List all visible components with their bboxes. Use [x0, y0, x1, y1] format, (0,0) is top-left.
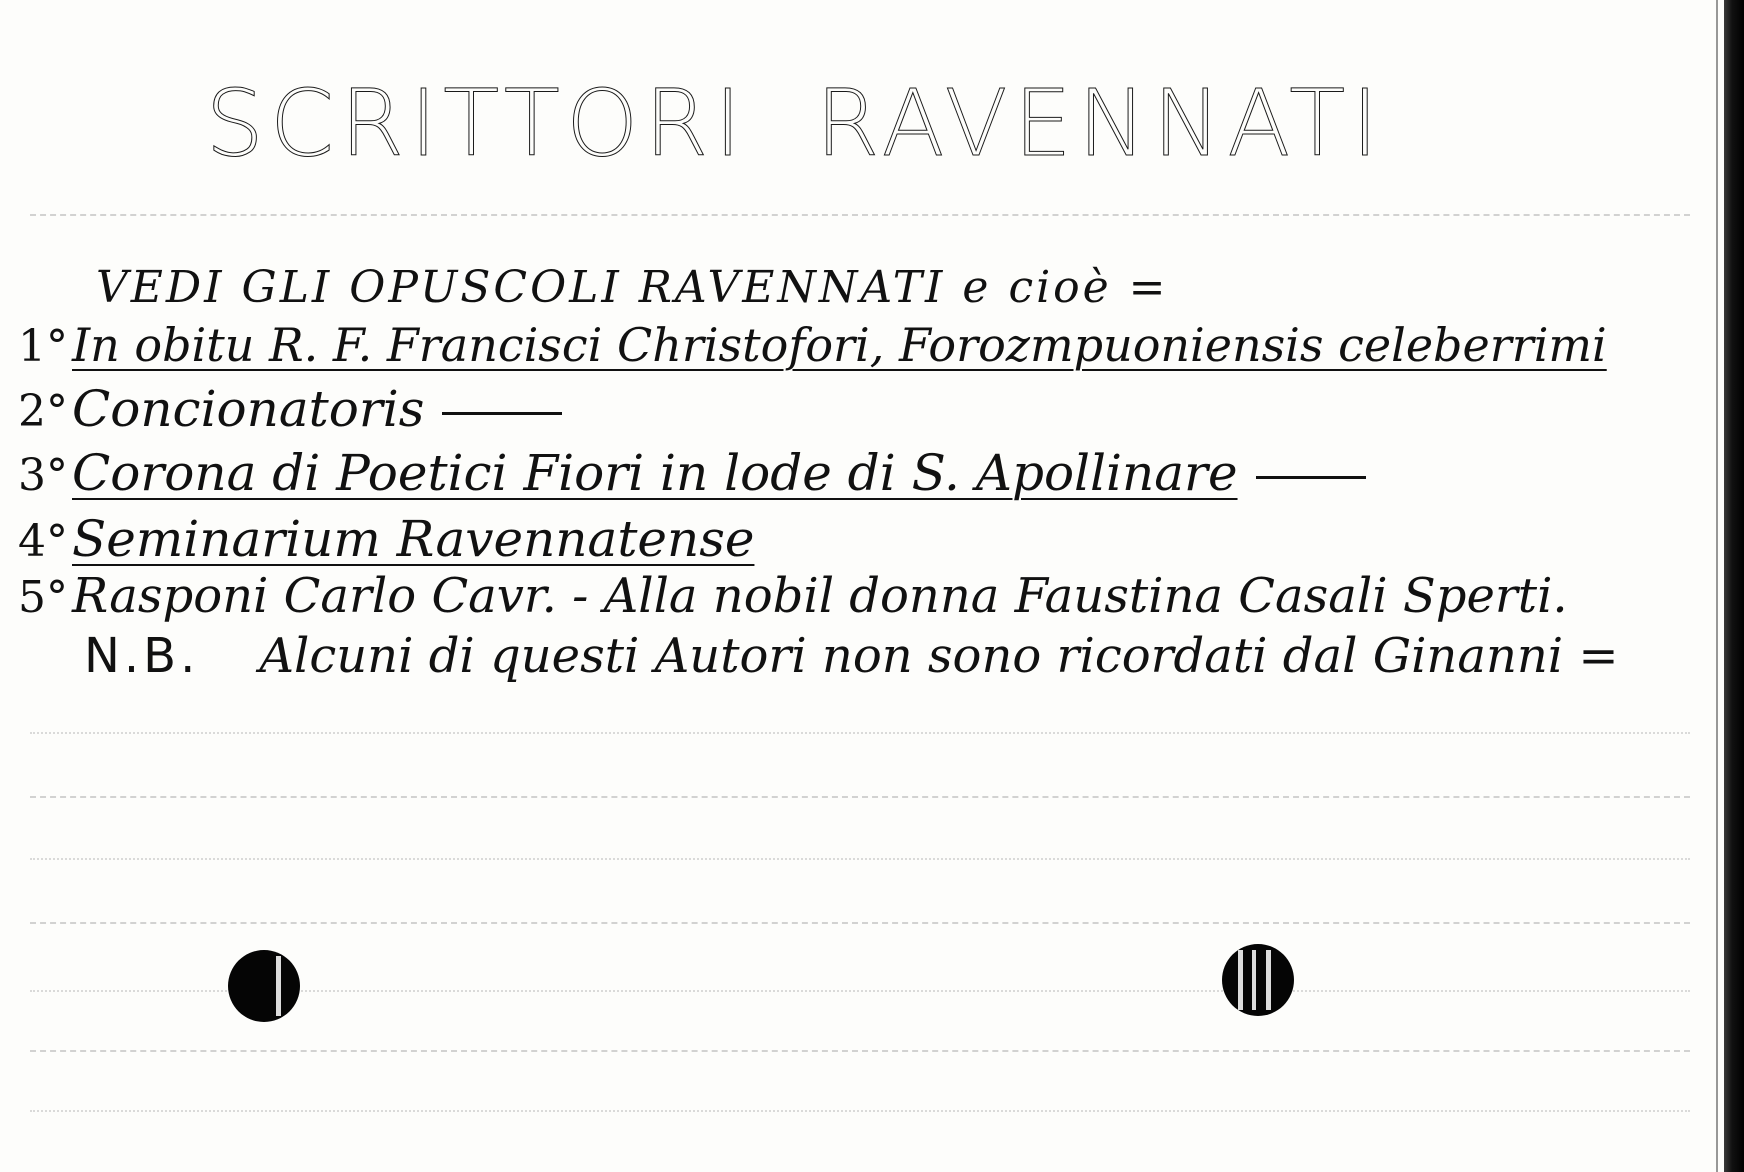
- entry-text: Corona di Poetici Fiori in lode di S. Apollinare: [72, 444, 1238, 502]
- hole-glint: [276, 956, 281, 1016]
- punch-hole-right: [1222, 944, 1294, 1016]
- entry-text: Seminarium Ravennatense: [72, 510, 755, 568]
- entry-text: In obitu R. F. Francisci Christofori, Forozmpuoniensis celeberrimi: [72, 318, 1607, 372]
- dash-mark: [1256, 476, 1366, 479]
- intro-line: VEDI GLI OPUSCOLI RAVENNATI e cioè =: [96, 262, 1169, 313]
- nb-text: Alcuni di questi Autori non sono ricordati dal Ginanni =: [259, 628, 1619, 684]
- card-title: [0, 70, 1590, 177]
- scan-edge-line: [1716, 0, 1718, 1172]
- title-word: SCRITTORI: [205, 70, 748, 177]
- ruling-line: [30, 922, 1690, 924]
- ruling-line: [30, 732, 1690, 734]
- entry-text: Rasponi Carlo Cavr. - Alla nobil donna Faustina Casali Sperti.: [72, 568, 1568, 624]
- ruling-line: [30, 858, 1690, 860]
- hole-glint: [1252, 950, 1256, 1010]
- entry-1: [18, 318, 1607, 372]
- dash-mark: [442, 412, 562, 415]
- hole-glint: [1238, 950, 1243, 1010]
- entry-4: [18, 510, 754, 568]
- ruling-line: [30, 796, 1690, 798]
- entry-text: Concionatoris: [72, 380, 425, 438]
- nb-label: N.B.: [84, 628, 200, 684]
- entry-number: 4°: [18, 516, 68, 567]
- entry-number: 2°: [18, 386, 68, 437]
- title-word: RAVENNATI: [815, 70, 1385, 177]
- entry-number: 5°: [18, 572, 68, 623]
- nota-bene: [84, 628, 1619, 684]
- entry-5: [18, 568, 1568, 624]
- ruling-line: [30, 214, 1690, 216]
- ruling-line: [30, 1110, 1690, 1112]
- punch-hole-left: [228, 950, 300, 1022]
- hole-glint: [1266, 950, 1271, 1010]
- ruling-line: [30, 1050, 1690, 1052]
- entry-3: [18, 444, 1366, 502]
- entry-2: [18, 380, 562, 438]
- entry-number: 3°: [18, 450, 68, 501]
- scan-edge: [1724, 0, 1744, 1172]
- entry-number: 1°: [18, 321, 68, 372]
